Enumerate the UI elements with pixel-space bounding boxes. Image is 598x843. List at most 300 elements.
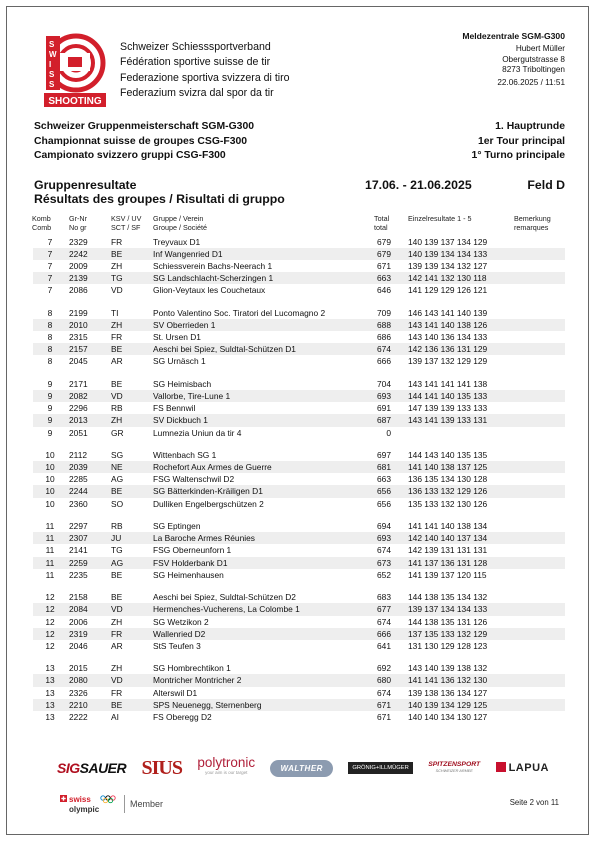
cell-group-number: 2010 <box>69 320 88 331</box>
cell-group-number: 2235 <box>69 569 88 580</box>
cell-canton: BE <box>111 699 123 710</box>
cell-canton: AR <box>111 356 123 367</box>
cell-canton: RB <box>111 521 123 532</box>
cell-canton: JU <box>111 533 122 544</box>
cell-group-name: Ponto Valentino Soc. Tiratori del Lucomagno 2 <box>153 308 326 319</box>
cell-group-number: 2329 <box>69 237 88 247</box>
table-row <box>7 260 588 272</box>
page-footer <box>59 793 559 815</box>
federation-names <box>120 40 290 101</box>
cell-group-name: La Baroche Armes Réunies <box>153 533 255 544</box>
federation-fr: Fédération sportive suisse de tir <box>120 56 271 69</box>
cell-komb: 10 <box>45 498 55 509</box>
cell-komb: 12 <box>45 592 55 603</box>
cell-group-name: Rochefort Aux Armes de Guerre <box>153 462 272 473</box>
cell-single-results: 131 130 129 128 123 <box>408 640 488 651</box>
cell-komb: 9 <box>47 379 53 390</box>
table-row <box>7 520 588 532</box>
cell-group-number: 2045 <box>69 356 88 367</box>
cell-komb: 13 <box>45 687 55 698</box>
cell-total: 673 <box>377 557 391 568</box>
cell-single-results: 141 129 129 126 121 <box>408 285 488 296</box>
cell-group-number: 2242 <box>69 249 88 260</box>
cell-single-results: 140 140 134 130 127 <box>408 711 488 722</box>
cell-group-name: FS Oberegg D2 <box>153 711 212 722</box>
office-address <box>462 31 565 88</box>
cell-komb: 11 <box>45 533 55 544</box>
table-row <box>7 711 588 723</box>
table-row <box>7 319 588 331</box>
cell-group-number: 2199 <box>69 308 88 319</box>
table-row <box>7 284 588 296</box>
table-row <box>7 390 588 402</box>
cell-single-results: 142 136 136 131 129 <box>408 344 488 355</box>
cell-group-number: 2297 <box>69 521 88 532</box>
cell-single-results: 142 140 140 137 134 <box>408 533 488 544</box>
cell-group-name: SG Hombrechtikon 1 <box>153 663 231 674</box>
cell-group-number: 2084 <box>69 604 88 615</box>
cell-canton: ZH <box>111 261 123 272</box>
col-bemerkung: Bemerkung <box>514 214 551 223</box>
cell-canton: AI <box>111 711 119 722</box>
cell-group-name: Vallorbe, Tire-Lune 1 <box>153 391 231 402</box>
cell-canton: BE <box>111 569 123 580</box>
cell-komb: 11 <box>45 521 55 532</box>
svg-text:SHOOTING: SHOOTING <box>48 96 102 107</box>
cell-komb: 7 <box>47 273 53 284</box>
cell-total: 681 <box>377 462 391 473</box>
table-row <box>7 449 588 461</box>
cell-total: 674 <box>377 545 391 556</box>
cell-canton: ZH <box>111 663 123 674</box>
cell-group-number: 2296 <box>69 403 88 414</box>
col-remarques: remarques <box>514 222 549 232</box>
cell-single-results: 141 141 140 138 134 <box>408 521 488 532</box>
cell-group-name: FSG Waltenschwil D2 <box>153 474 235 485</box>
swiss-olympic-logo <box>59 793 119 815</box>
cell-single-results: 141 140 138 137 125 <box>408 462 488 473</box>
cell-single-results: 139 137 132 129 129 <box>408 356 488 367</box>
cell-komb: 8 <box>47 308 53 319</box>
date-range: 17.06. - 21.06.2025 <box>365 178 472 192</box>
cell-total: 652 <box>377 569 391 580</box>
cell-canton: FR <box>111 628 123 639</box>
cell-canton: TG <box>111 545 123 556</box>
cell-komb: 12 <box>45 628 55 639</box>
cell-komb: 11 <box>45 569 55 580</box>
cell-komb: 7 <box>47 285 53 296</box>
cell-group-number: 2039 <box>69 462 88 473</box>
svg-text:S: S <box>49 70 55 79</box>
cell-group-name: Treyvaux D1 <box>153 237 201 247</box>
federation-de: Schweizer Schiesssportverband <box>120 41 271 53</box>
results-page <box>6 6 589 835</box>
cell-group-number: 2222 <box>69 711 88 722</box>
cell-komb: 8 <box>47 320 53 331</box>
table-row <box>7 461 588 473</box>
svg-text:S: S <box>49 40 55 49</box>
cell-komb: 13 <box>45 699 55 710</box>
cell-group-number: 2086 <box>69 285 88 296</box>
cell-single-results: 143 140 136 134 133 <box>408 332 488 343</box>
cell-group-number: 2360 <box>69 498 88 509</box>
cell-total: 671 <box>377 261 391 272</box>
cell-canton: GR <box>111 427 124 438</box>
cell-canton: BE <box>111 486 123 497</box>
cell-komb: 13 <box>45 675 55 686</box>
cell-total: 704 <box>377 379 391 390</box>
cell-group-number: 2112 <box>69 450 88 461</box>
cell-komb: 9 <box>47 415 53 426</box>
cell-group-number: 2319 <box>69 628 88 639</box>
cell-group-name: StS Teufen 3 <box>153 640 201 651</box>
cell-komb: 9 <box>47 427 53 438</box>
round-fr: 1er Tour principal <box>478 135 565 147</box>
table-row <box>7 591 588 603</box>
cell-total: 693 <box>377 391 391 402</box>
cell-total: 683 <box>377 592 391 603</box>
cell-total: 666 <box>377 356 391 367</box>
cell-komb: 8 <box>47 332 53 343</box>
cell-canton: ZH <box>111 616 123 627</box>
cell-canton: BE <box>111 344 123 355</box>
cell-canton: BE <box>111 592 123 603</box>
cell-total: 692 <box>377 663 391 674</box>
cell-single-results: 147 139 139 133 133 <box>408 403 488 414</box>
col-nogr: No gr <box>69 222 87 232</box>
cell-total: 656 <box>377 498 391 509</box>
table-row <box>7 699 588 711</box>
cell-canton: BE <box>111 379 123 390</box>
cell-canton: SO <box>111 498 124 509</box>
cell-total: 656 <box>377 486 391 497</box>
cell-single-results: 135 133 132 130 126 <box>408 498 488 509</box>
col-grnr: Gr-Nr <box>69 214 87 223</box>
table-row <box>7 236 588 248</box>
table-row <box>7 307 588 319</box>
cell-canton: ZH <box>111 415 123 426</box>
cell-group-name: SG Heimisbach <box>153 379 212 390</box>
cell-total: 674 <box>377 687 391 698</box>
cell-group-number: 2141 <box>69 545 88 556</box>
cell-group-name: Aeschi bei Spiez, Suldtal-Schützen D1 <box>153 344 296 355</box>
cell-total: 663 <box>377 273 391 284</box>
cell-komb: 8 <box>47 344 53 355</box>
col-gruppe: Gruppe / Verein <box>153 214 204 223</box>
table-row <box>7 687 588 699</box>
cell-group-name: St. Ursen D1 <box>153 332 201 343</box>
cell-single-results: 140 139 134 134 133 <box>408 249 488 260</box>
cell-total: 688 <box>377 320 391 331</box>
cell-komb: 12 <box>45 604 55 615</box>
table-row <box>7 628 588 640</box>
cell-komb: 11 <box>45 545 55 556</box>
section-heading <box>34 178 565 206</box>
cell-total: 646 <box>377 285 391 296</box>
table-row <box>7 544 588 556</box>
cell-single-results: 144 138 135 131 126 <box>408 616 488 627</box>
table-row <box>7 640 588 652</box>
sig-sauer-logo: SIGSAUER <box>57 760 127 776</box>
svg-text:W: W <box>49 50 57 59</box>
cell-group-number: 2244 <box>69 486 88 497</box>
table-row <box>7 414 588 426</box>
cell-total: 663 <box>377 474 391 485</box>
footer-divider <box>124 795 125 813</box>
cell-group-name: Wittenbach SG 1 <box>153 450 217 461</box>
cell-single-results: 143 141 139 133 131 <box>408 415 488 426</box>
cell-single-results: 140 139 134 129 125 <box>408 699 488 710</box>
cell-single-results: 141 137 136 131 128 <box>408 557 488 568</box>
cell-komb: 9 <box>47 403 53 414</box>
col-sct: SCT / SF <box>111 222 141 232</box>
cell-group-number: 2013 <box>69 415 88 426</box>
col-total: Total <box>374 214 390 223</box>
cell-group-name: Wallenried D2 <box>153 628 206 639</box>
cell-group-name: FS Bennwil <box>153 403 196 414</box>
cell-group-name: SG Urnäsch 1 <box>153 356 206 367</box>
round-de: 1. Hauptrunde <box>495 121 565 132</box>
col-ksv: KSV / UV <box>111 214 142 223</box>
cell-total: 709 <box>377 308 391 319</box>
competition-name-fr: Championnat suisse de groupes CSG-F300 <box>34 135 248 147</box>
competition-name-de: Schweizer Gruppenmeisterschaft SGM-G300 <box>34 121 255 132</box>
cell-group-name: Inf Wangenried D1 <box>153 249 223 260</box>
cell-group-name: Alterswil D1 <box>153 687 198 698</box>
cell-total: 666 <box>377 628 391 639</box>
cell-single-results: 139 138 136 134 127 <box>408 687 488 698</box>
cell-canton: AG <box>111 557 124 568</box>
member-label: Member <box>130 799 164 809</box>
cell-canton: VD <box>111 391 123 402</box>
cell-canton: NE <box>111 462 123 473</box>
page-number: Seite 2 von 11 <box>509 798 559 807</box>
cell-canton: TI <box>111 308 119 319</box>
cell-single-results: 144 138 135 134 132 <box>408 592 488 603</box>
table-row <box>7 331 588 343</box>
cell-group-name: SG Bätterkinden-Kräiligen D1 <box>153 486 263 497</box>
cell-total: 687 <box>377 415 391 426</box>
cell-canton: TG <box>111 273 123 284</box>
section-title-fr-it: Résultats des groupes / Risultati di gruppo <box>34 192 285 206</box>
cell-canton: SG <box>111 450 124 461</box>
table-row <box>7 378 588 390</box>
cell-komb: 8 <box>47 356 53 367</box>
cell-single-results: 137 135 133 132 129 <box>408 628 488 639</box>
col-comb: Comb <box>32 222 52 232</box>
cell-single-results: 136 135 134 130 128 <box>408 474 488 485</box>
cell-group-number: 2307 <box>69 533 88 544</box>
cell-total: 686 <box>377 332 391 343</box>
cell-group-number: 2157 <box>69 344 88 355</box>
section-title-de: Gruppenresultate <box>34 178 137 192</box>
cell-canton: AR <box>111 640 123 651</box>
cell-canton: AG <box>111 474 124 485</box>
cell-single-results: 142 139 131 131 131 <box>408 545 488 556</box>
cell-canton: FR <box>111 687 123 698</box>
cell-komb: 7 <box>47 261 53 272</box>
walther-logo: WALTHER <box>270 760 332 777</box>
col-total-fr: total <box>374 222 388 232</box>
cell-group-number: 2046 <box>69 640 88 651</box>
cell-group-number: 2082 <box>69 391 88 402</box>
cell-single-results: 141 141 136 132 130 <box>408 675 488 686</box>
cell-group-number: 2158 <box>69 592 88 603</box>
cell-single-results: 136 133 132 129 126 <box>408 486 488 497</box>
cell-total: 697 <box>377 450 391 461</box>
cell-canton: BE <box>111 249 123 260</box>
cell-group-number: 2326 <box>69 687 88 698</box>
swiss-shooting-logo <box>31 33 109 109</box>
cell-total: 641 <box>377 640 391 651</box>
cell-group-number: 2006 <box>69 616 88 627</box>
svg-text:S: S <box>49 80 55 89</box>
office-street: Obergutstrasse 8 <box>502 54 565 64</box>
table-row <box>7 616 588 628</box>
competition-block <box>34 120 565 164</box>
cell-canton: FR <box>111 332 123 343</box>
sponsor-bar <box>57 753 549 783</box>
table-row <box>7 498 588 510</box>
cell-single-results: 143 141 141 141 138 <box>408 379 488 390</box>
field-label: Feld D <box>527 178 565 192</box>
swiss-text: swiss <box>69 795 91 804</box>
cell-komb: 7 <box>47 237 53 247</box>
cell-single-results: 141 139 137 120 115 <box>408 569 487 580</box>
cell-group-number: 2051 <box>69 427 88 438</box>
cell-group-name: SPS Neuenegg, Sternenberg <box>153 699 262 710</box>
federation-rm: Federazium svizra dal spor da tir <box>120 86 274 99</box>
cell-total: 679 <box>377 237 391 247</box>
cell-total: 679 <box>377 249 391 260</box>
cell-komb: 10 <box>45 486 55 497</box>
cell-canton: RB <box>111 403 123 414</box>
print-datetime: 22.06.2025 / 11:51 <box>497 78 565 88</box>
cell-canton: ZH <box>111 320 123 331</box>
table-row <box>7 674 588 686</box>
table-row <box>7 355 588 367</box>
table-row <box>7 402 588 414</box>
cell-canton: VD <box>111 604 123 615</box>
cell-group-name: Aeschi bei Spiez, Suldtal-Schützen D2 <box>153 592 296 603</box>
cell-group-number: 2171 <box>69 379 88 390</box>
olympic-text: olympic <box>69 805 100 814</box>
cell-komb: 12 <box>45 640 55 651</box>
cell-group-name: SG Landschlacht-Scherzingen 1 <box>153 273 274 284</box>
office-name: Hubert Müller <box>515 44 565 54</box>
table-row <box>7 343 588 355</box>
cell-komb: 10 <box>45 474 55 485</box>
cell-group-name: SV Dickbuch 1 <box>153 415 208 426</box>
cell-group-name: FSV Holderbank D1 <box>153 557 228 568</box>
cell-total: 691 <box>377 403 391 414</box>
cell-total: 693 <box>377 533 391 544</box>
swiss-olympic-member <box>59 793 163 815</box>
table-row <box>7 485 588 497</box>
cell-komb: 9 <box>47 391 53 402</box>
gronig-illmuger-logo: GRÖNIG+ILLMÜGER <box>348 762 413 774</box>
cell-single-results: 140 139 137 134 129 <box>408 237 488 247</box>
cell-group-number: 2285 <box>69 474 88 485</box>
cell-group-number: 2259 <box>69 557 88 568</box>
cell-single-results: 139 139 134 132 127 <box>408 261 488 272</box>
col-komb: Komb <box>32 214 51 223</box>
cell-total: 677 <box>377 604 391 615</box>
federation-it: Federazione sportiva svizzera di tiro <box>120 71 290 84</box>
cell-group-name: Glion-Veytaux les Couchetaux <box>153 285 266 296</box>
cell-single-results: 139 137 134 134 133 <box>408 604 488 615</box>
cell-group-name: Lumnezia Uniun da tir 4 <box>153 427 242 438</box>
cell-group-name: FSG Oberneunforn 1 <box>153 545 232 556</box>
cell-group-number: 2080 <box>69 675 88 686</box>
cell-total: 671 <box>377 699 391 710</box>
cell-total: 694 <box>377 521 391 532</box>
table-row <box>7 569 588 581</box>
spitzensport-logo: SPITZENSPORT SCHWEIZER ARMEE <box>428 761 481 773</box>
polytronic-logo: polytronic your aim is our target <box>197 755 256 775</box>
col-groupe: Groupe / Société <box>153 222 207 232</box>
table-row <box>7 662 588 674</box>
table-row <box>7 248 588 260</box>
cell-komb: 13 <box>45 663 55 674</box>
cell-single-results: 146 143 141 140 139 <box>408 308 488 319</box>
cell-total: 671 <box>377 711 391 722</box>
cell-group-number: 2315 <box>69 332 88 343</box>
cell-total: 674 <box>377 616 391 627</box>
cell-group-name: SG Wetzikon 2 <box>153 616 209 627</box>
cell-single-results: 142 141 132 130 118 <box>408 273 487 284</box>
cell-group-name: SG Heimenhausen <box>153 569 224 580</box>
cell-group-name: Montricher Montricher 2 <box>153 675 242 686</box>
lapua-logo: LAPUA <box>496 762 549 774</box>
cell-group-number: 2210 <box>69 699 88 710</box>
cell-group-number: 2009 <box>69 261 88 272</box>
office-city: 8273 Triboltingen <box>502 64 565 74</box>
competition-name-it: Campionato svizzero gruppi CSG-F300 <box>34 150 226 161</box>
cell-group-name: Hermenches-Vucherens, La Colombe 1 <box>153 604 300 615</box>
col-einzel: Einzelresultate 1 - 5 <box>408 214 472 223</box>
cell-group-number: 2015 <box>69 663 88 674</box>
cell-komb: 12 <box>45 616 55 627</box>
table-row <box>7 272 588 284</box>
cell-group-name: SG Eptingen <box>153 521 201 532</box>
svg-text:I: I <box>49 60 52 69</box>
cell-komb: 13 <box>45 711 55 722</box>
results-table <box>7 236 588 723</box>
cell-total: 0 <box>386 427 391 438</box>
cell-canton: FR <box>111 237 123 247</box>
cell-group-name: SV Oberrieden 1 <box>153 320 216 331</box>
cell-group-number: 2139 <box>69 273 88 284</box>
table-row <box>7 427 588 439</box>
cell-single-results: 144 143 140 135 135 <box>408 450 488 461</box>
cell-komb: 10 <box>45 450 55 461</box>
cell-total: 680 <box>377 675 391 686</box>
round-it: 1° Turno principale <box>471 150 565 161</box>
cell-canton: VD <box>111 285 123 296</box>
cell-single-results: 144 141 140 135 133 <box>408 391 488 402</box>
cell-komb: 7 <box>47 249 53 260</box>
table-row <box>7 532 588 544</box>
table-row <box>7 603 588 615</box>
sius-logo: SIUS <box>141 756 182 779</box>
cell-single-results: 143 140 139 138 132 <box>408 663 488 674</box>
table-row <box>7 473 588 485</box>
cell-single-results: 143 141 140 138 126 <box>408 320 488 331</box>
cell-canton: VD <box>111 675 123 686</box>
cell-komb: 11 <box>45 557 55 568</box>
table-row <box>7 557 588 569</box>
